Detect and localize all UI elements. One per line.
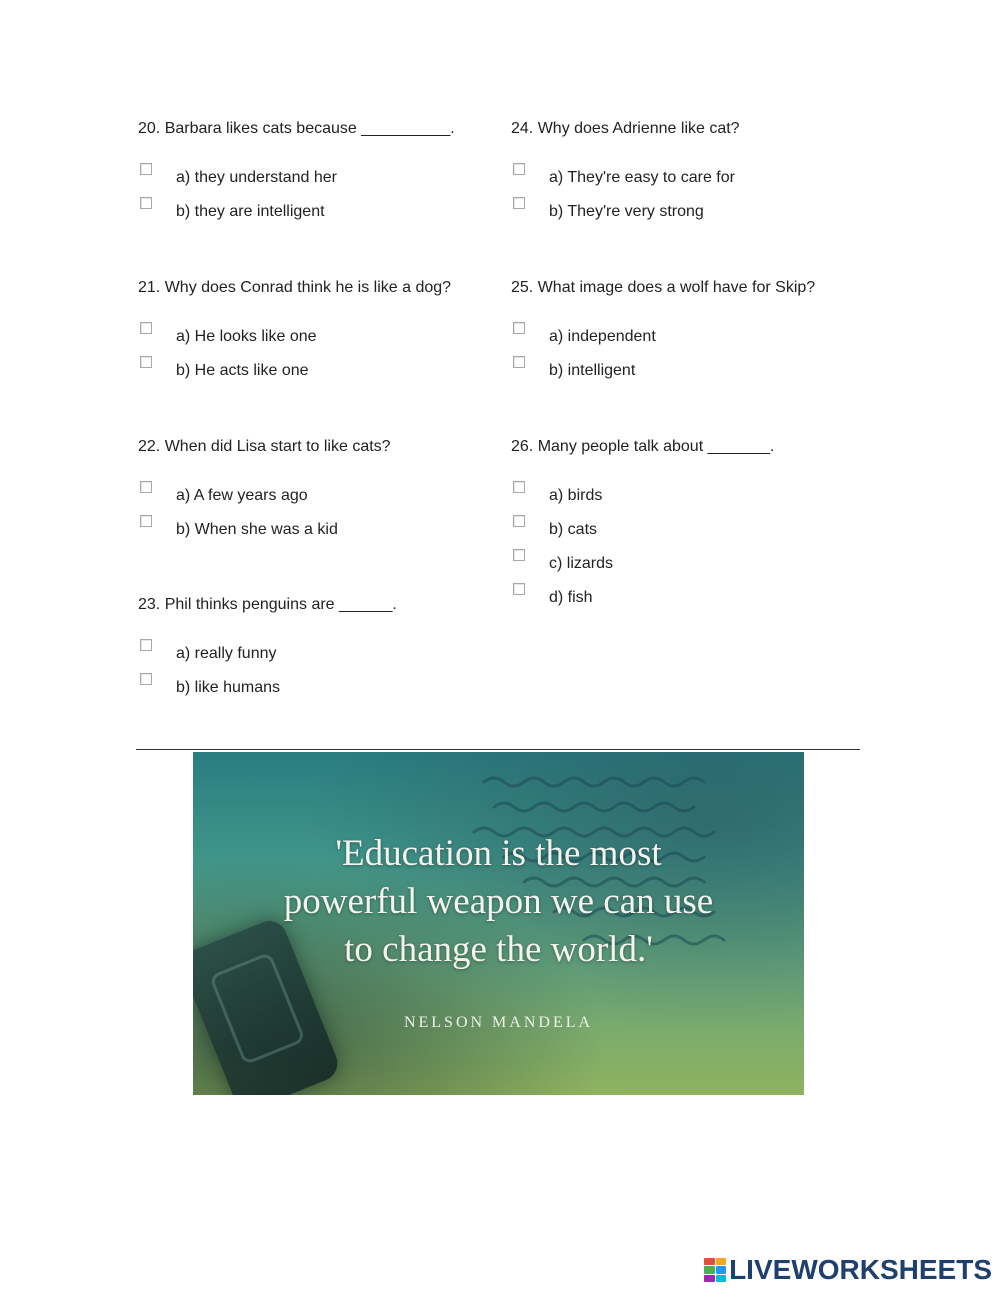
checkbox[interactable] (513, 356, 525, 368)
checkbox[interactable] (513, 515, 525, 527)
answer-option[interactable] (138, 168, 498, 202)
answer-option[interactable] (511, 554, 871, 588)
divider-line (136, 749, 860, 750)
option-label: a) birds (549, 487, 603, 504)
checkbox[interactable] (513, 197, 525, 209)
checkbox[interactable] (140, 322, 152, 334)
question-text: 24. Why does Adrienne like cat? (511, 120, 740, 137)
question-23 (138, 595, 498, 712)
question-24 (511, 119, 871, 236)
answer-option[interactable] (138, 327, 498, 361)
option-label: b) He acts like one (176, 362, 309, 379)
checkbox[interactable] (140, 163, 152, 175)
question-text: 26. Many people talk about _______. (511, 438, 775, 455)
answer-option[interactable] (138, 678, 498, 712)
option-label: a) He looks like one (176, 328, 317, 345)
option-label: c) lizards (549, 555, 614, 572)
answer-option[interactable] (138, 202, 498, 236)
liveworksheets-logo (704, 1254, 992, 1286)
checkbox[interactable] (140, 481, 152, 493)
option-label: a) A few years ago (176, 487, 308, 504)
checkbox[interactable] (513, 481, 525, 493)
question-25 (511, 278, 871, 395)
checkbox[interactable] (140, 515, 152, 527)
option-label: a) they understand her (176, 169, 337, 186)
answer-option[interactable] (138, 486, 498, 520)
question-text: 23. Phil thinks penguins are ______. (138, 596, 397, 613)
answer-option[interactable] (511, 486, 871, 520)
answer-option[interactable] (138, 520, 498, 554)
question-text: 21. Why does Conrad think he is like a dog? (138, 279, 452, 296)
option-label: b) they are intelligent (176, 203, 325, 220)
brand-name: LIVEWORKSHEETS (729, 1254, 992, 1285)
checkbox[interactable] (140, 673, 152, 685)
question-text: 25. What image does a wolf have for Skip? (511, 279, 816, 296)
checkbox[interactable] (140, 197, 152, 209)
quote-line: powerful weapon we can use (283, 881, 714, 922)
question-26 (511, 437, 871, 622)
checkbox[interactable] (513, 583, 525, 595)
answer-option[interactable] (511, 168, 871, 202)
option-label: b) They're very strong (549, 203, 704, 220)
answer-option[interactable] (138, 644, 498, 678)
option-label: b) intelligent (549, 362, 636, 379)
question-20 (138, 119, 498, 236)
option-label: a) independent (549, 328, 656, 345)
answer-option[interactable] (511, 327, 871, 361)
answer-option[interactable] (511, 588, 871, 622)
checkbox[interactable] (513, 322, 525, 334)
option-label: a) really funny (176, 645, 277, 662)
checkbox[interactable] (513, 163, 525, 175)
quote-author: NELSON MANDELA (403, 1014, 594, 1031)
quote-image (193, 752, 804, 1095)
option-label: d) fish (549, 589, 593, 606)
checkbox[interactable] (140, 356, 152, 368)
question-text: 20. Barbara likes cats because __________. (138, 120, 455, 137)
option-label: b) like humans (176, 679, 281, 696)
option-label: b) cats (549, 521, 598, 538)
quote-line: to change the world.' (344, 929, 653, 970)
answer-option[interactable] (511, 520, 871, 554)
checkbox[interactable] (140, 639, 152, 651)
quote-text (193, 830, 804, 974)
checkbox[interactable] (513, 549, 525, 561)
question-22 (138, 437, 498, 554)
option-label: b) When she was a kid (176, 521, 338, 538)
brand-icon (704, 1258, 726, 1282)
answer-option[interactable] (511, 202, 871, 236)
answer-option[interactable] (138, 361, 498, 395)
answer-option[interactable] (511, 361, 871, 395)
quote-line: 'Education is the most (335, 833, 662, 874)
question-21 (138, 278, 498, 395)
option-label: a) They're easy to care for (549, 169, 735, 186)
question-text: 22. When did Lisa start to like cats? (138, 438, 391, 455)
